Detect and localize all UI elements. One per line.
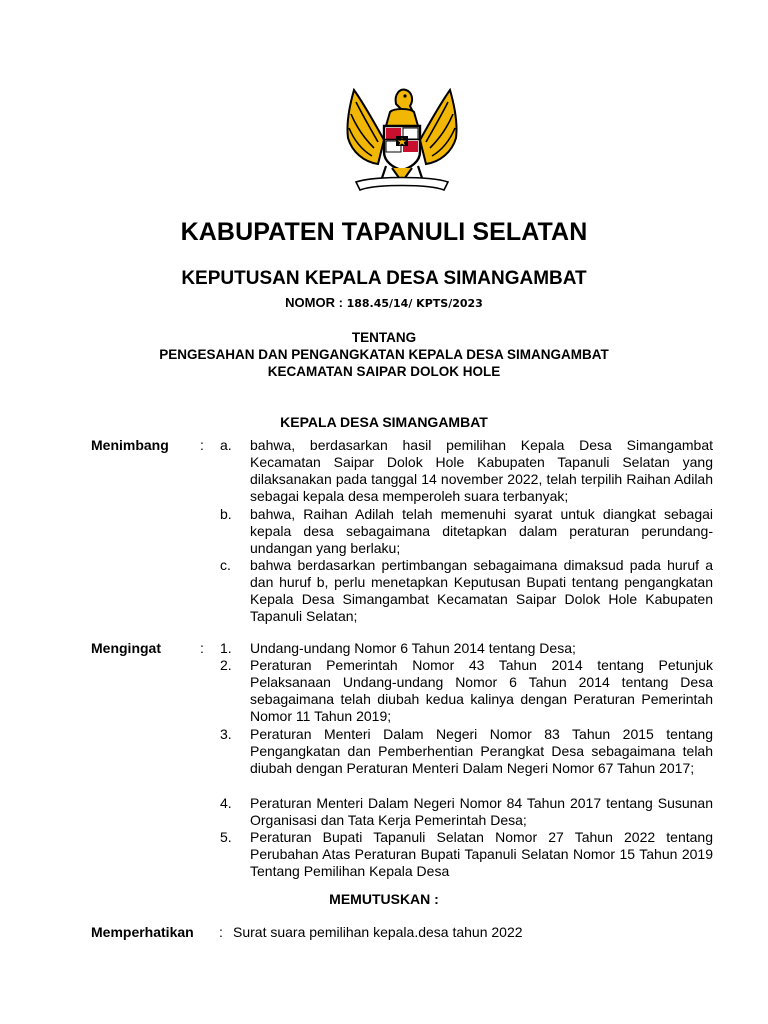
- decree-number-value: 188.45/14/ KPTS/2023: [346, 297, 483, 310]
- item-marker: 2.: [220, 657, 232, 673]
- item-text: bahwa berdasarkan pertimbangan sebagaimana dimaksud pada huruf a dan huruf b, perlu menetapkan Keputusan Bupati tentang pengangkatan Kepala Desa Simangambat Kecamatan Saipar Dolok Hole Kabupaten Tapanuli Selatan;: [250, 557, 713, 624]
- item-marker: a.: [220, 437, 232, 453]
- observing-text: Surat suara pemilihan kepala.desa tahun 2022: [233, 924, 523, 940]
- item-text: Peraturan Menteri Dalam Negeri Nomor 83 Tahun 2015 tentang Pengangkatan dan Pemberhentian Perangkat Desa sebagaimana telah diubah dengan Peraturan Menteri Dalam Negeri Nomor 67 Tahun 2017;: [250, 726, 713, 776]
- about-line-1: PENGESAHAN DAN PENGANGKATAN KEPALA DESA SIMANGAMBAT: [159, 347, 609, 362]
- garuda-emblem-icon: [334, 82, 470, 194]
- considering-colon: :: [200, 437, 204, 453]
- recalling-colon: :: [200, 640, 204, 656]
- decree-number: [0, 295, 768, 310]
- recalling-label: Mengingat: [91, 640, 161, 656]
- about-line-2: KECAMATAN SAIPAR DOLOK HOLE: [267, 364, 501, 379]
- item-text: bahwa, berdasarkan hasil pemilihan Kepala Desa Simangambat Kecamatan Saipar Dolok Hole Kabupaten Tapanuli Selatan yang dilaksanakan pada tanggal 14 november 2022, telah terpilih Raihan Adilah sebagai kepala desa memperoleh suara terbanyak;: [250, 437, 713, 504]
- decides-heading: [0, 891, 768, 907]
- item-marker: 4.: [220, 795, 232, 811]
- authority-text: KEPALA DESA SIMANGAMBAT: [280, 414, 488, 430]
- observing-label: Memperhatikan: [91, 924, 194, 940]
- item-marker: 1.: [220, 640, 232, 656]
- item-marker: 5.: [220, 829, 232, 845]
- decree-number-label: NOMOR :: [285, 295, 343, 310]
- decision-title: KEPUTUSAN KEPALA DESA SIMANGAMBAT: [181, 268, 587, 289]
- item-marker: b.: [220, 506, 232, 522]
- about-block: [0, 329, 768, 380]
- region-title: KABUPATEN TAPANULI SELATAN: [180, 218, 588, 246]
- item-text: Peraturan Pemerintah Nomor 43 Tahun 2014 tentang Petunjuk Pelaksanaan Undang-undang Nomor 6 Tahun 2014 tentang Desa sebagaimana telah diubah kedua kalinya dengan Peraturan Pemerintah Nomor 11 Tahun 2019;: [250, 657, 713, 724]
- observing-colon: :: [219, 924, 223, 940]
- item-marker: c.: [220, 557, 231, 573]
- item-text: Peraturan Menteri Dalam Negeri Nomor 84 Tahun 2017 tentang Susunan Organisasi dan Tata Kerja Pemerintah Desa;: [250, 795, 713, 828]
- decides-text: MEMUTUSKAN :: [329, 891, 439, 907]
- authority-title: [0, 414, 768, 430]
- considering-label: Menimbang: [91, 437, 169, 453]
- about-label: TENTANG: [351, 330, 417, 345]
- item-text: bahwa, Raihan Adilah telah memenuhi syarat untuk diangkat sebagai kepala desa sebagaimana ditetapkan dalam peraturan perundang-undangan yang berlaku;: [250, 506, 713, 556]
- item-text: Undang-undang Nomor 6 Tahun 2014 tentang Desa;: [250, 640, 576, 656]
- item-marker: 3.: [220, 726, 232, 742]
- item-text: Peraturan Bupati Tapanuli Selatan Nomor 27 Tahun 2022 tentang Perubahan Atas Peraturan Bupati Tapanuli Selatan Nomor 15 Tahun 2019 Tentang Pemilihan Kepala Desa: [250, 829, 713, 879]
